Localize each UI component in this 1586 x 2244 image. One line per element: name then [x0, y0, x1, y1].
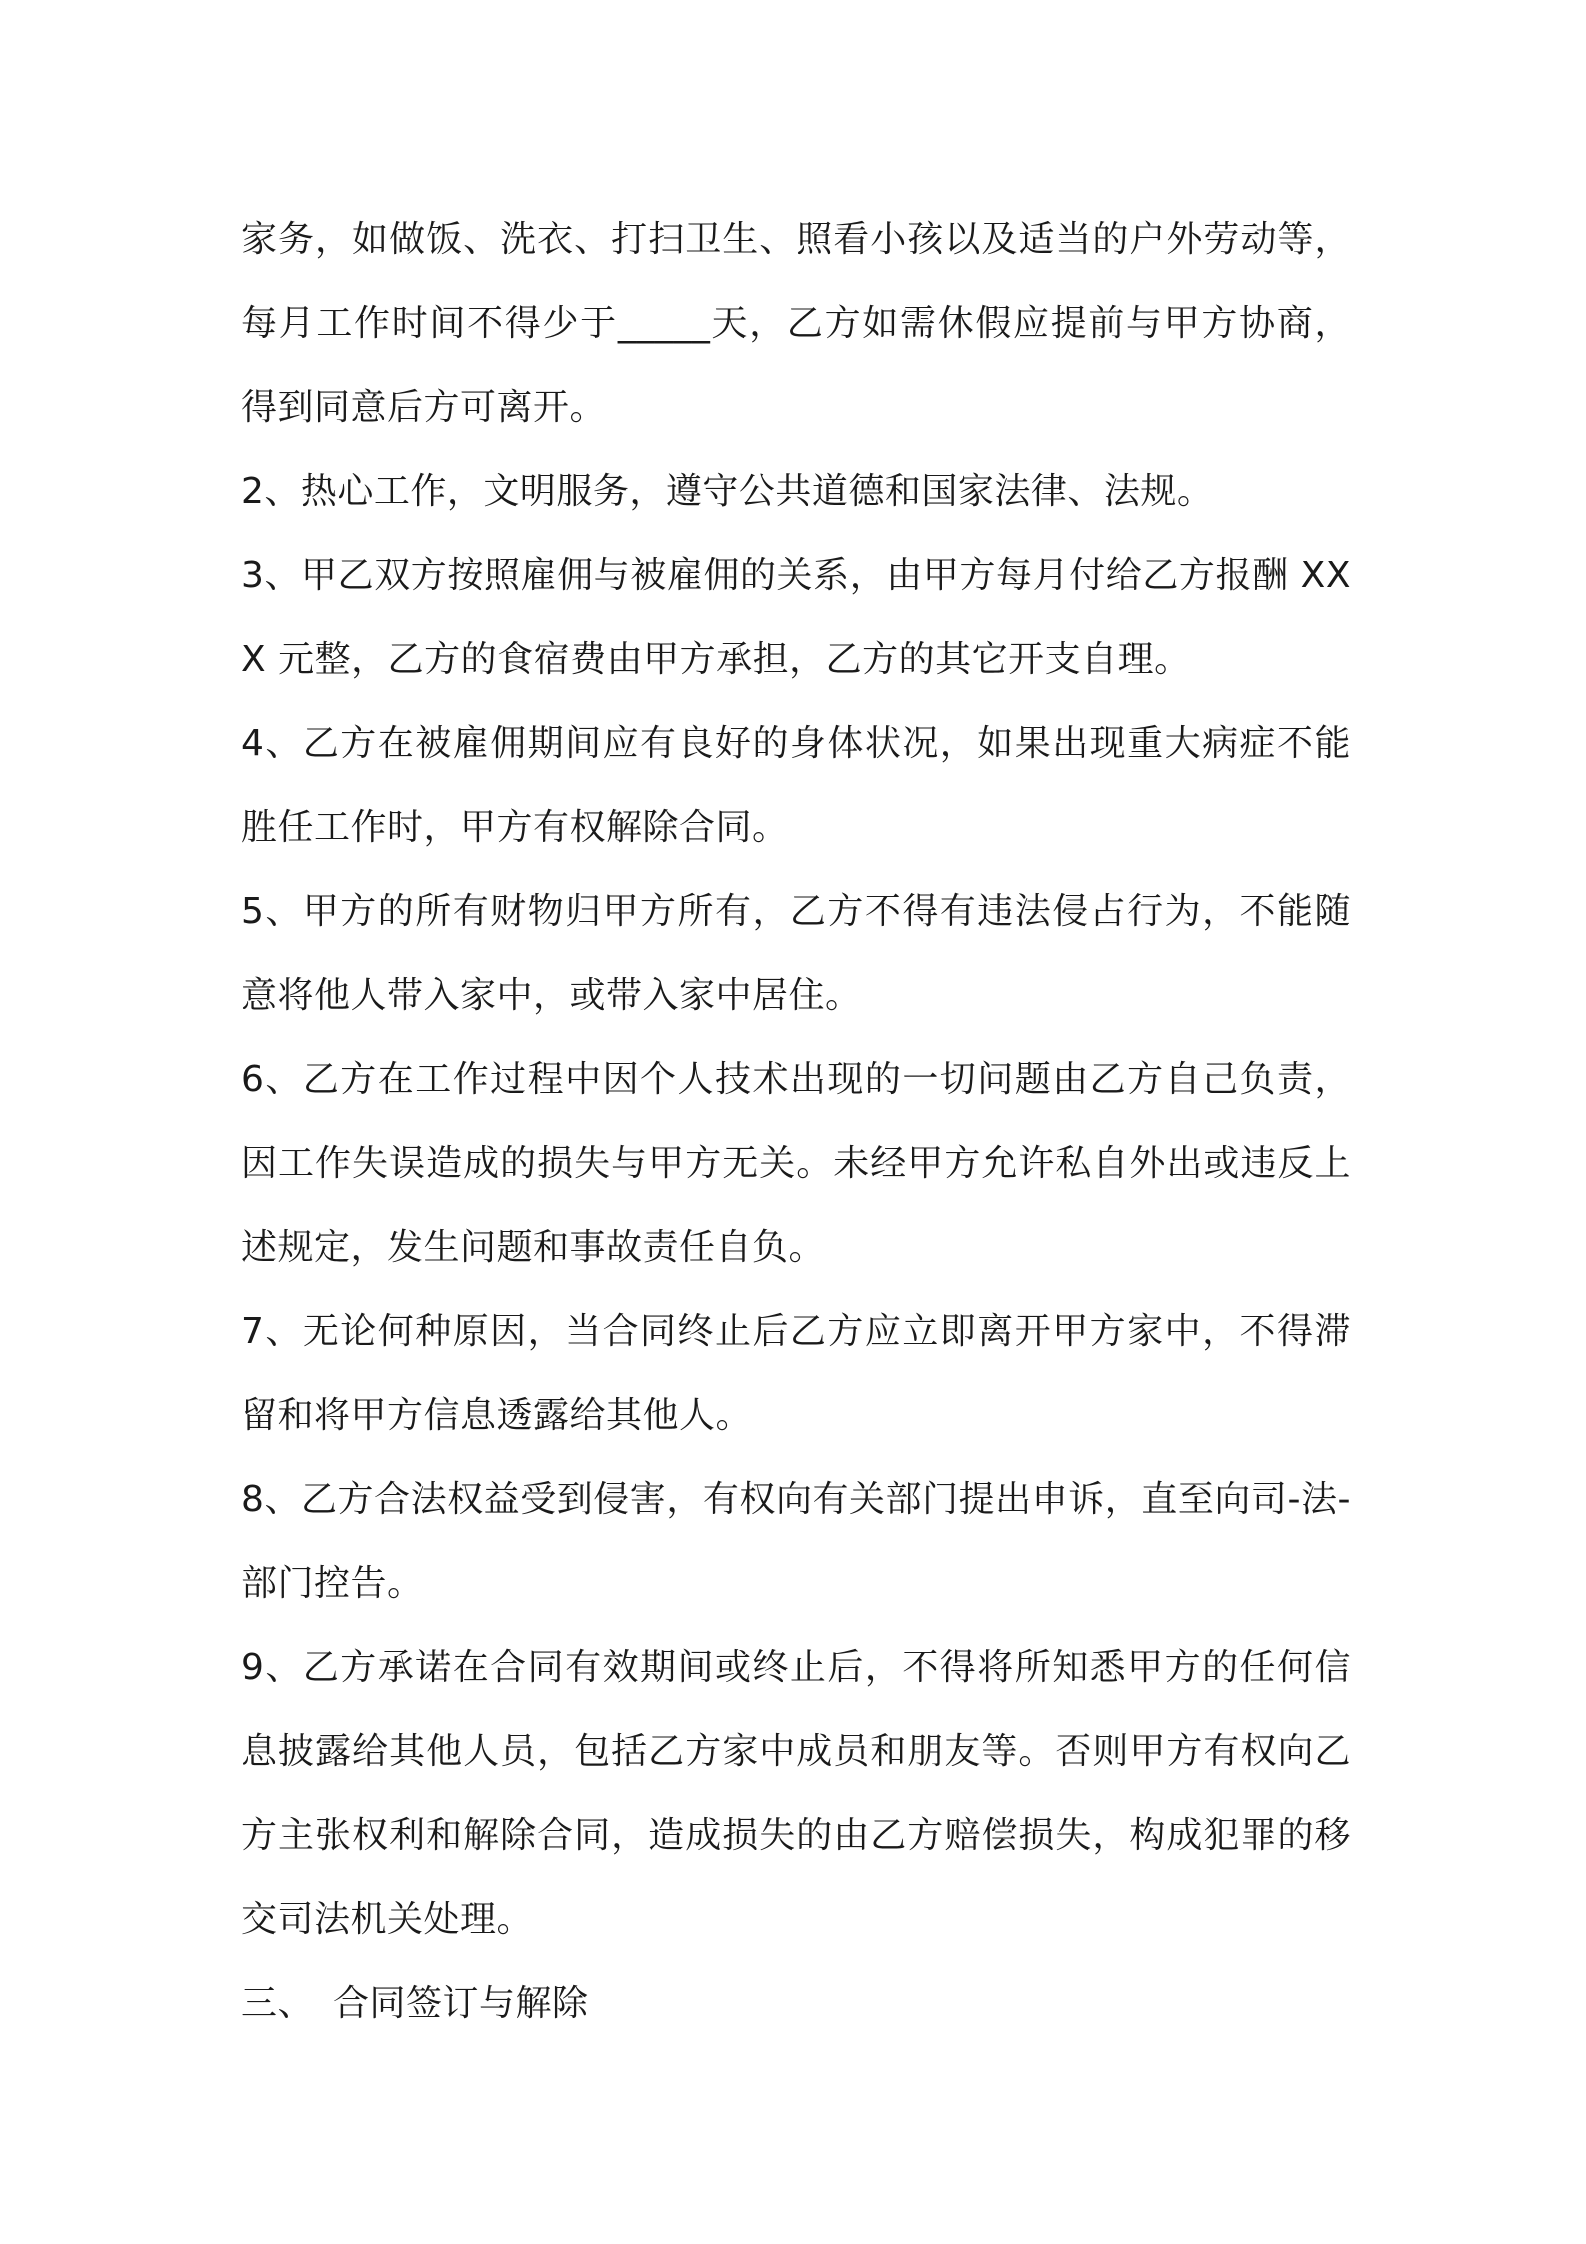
paragraph-duties-continued: 家务，如做饭、洗衣、打扫卫生、照看小孩以及适当的户外劳动等，每月工作时间不得少于_____天，乙方如需休假应提前与甲方协商，得到同意后方可离开。: [241, 219, 1351, 428]
section-heading: [241, 1962, 1351, 2046]
paragraph-clause-8: 8、乙方合法权益受到侵害，有权向有关部门提出申诉，直至向司-法-部门控告。: [241, 1479, 1351, 1604]
section-title: 合同签订与解除: [333, 1983, 589, 2024]
paragraph-clause-5: 5、甲方的所有财物归甲方所有，乙方不得有违法侵占行为，不能随意将他人带入家中，或带入家中居住。: [241, 891, 1351, 1016]
document-page: [241, 198, 1351, 2046]
paragraph-clause-4: 4、乙方在被雇佣期间应有良好的身体状况，如果出现重大病症不能胜任工作时，甲方有权解除合同。: [241, 723, 1351, 848]
paragraph-clause-7: 7、无论何种原因，当合同终止后乙方应立即离开甲方家中，不得滞留和将甲方信息透露给其他人。: [241, 1311, 1351, 1436]
paragraph-clause-9: 9、乙方承诺在合同有效期间或终止后，不得将所知悉甲方的任何信息披露给其他人员，包括乙方家中成员和朋友等。否则甲方有权向乙方主张权利和解除合同，造成损失的由乙方赔偿损失，构成犯罪的移交司法机关处理。: [241, 1647, 1351, 1940]
paragraph-clause-2: 2、热心工作，文明服务，遵守公共道德和国家法律、法规。: [241, 471, 1214, 512]
paragraph-clause-3: 3、甲乙双方按照雇佣与被雇佣的关系，由甲方每月付给乙方报酬 XXX 元整，乙方的食宿费由甲方承担，乙方的其它开支自理。: [241, 555, 1351, 680]
section-number: 三、: [241, 1983, 315, 2024]
paragraph-clause-6: 6、乙方在工作过程中因个人技术出现的一切问题由乙方自己负责，因工作失误造成的损失与甲方无关。未经甲方允许私自外出或违反上述规定，发生问题和事故责任自负。: [241, 1059, 1351, 1268]
